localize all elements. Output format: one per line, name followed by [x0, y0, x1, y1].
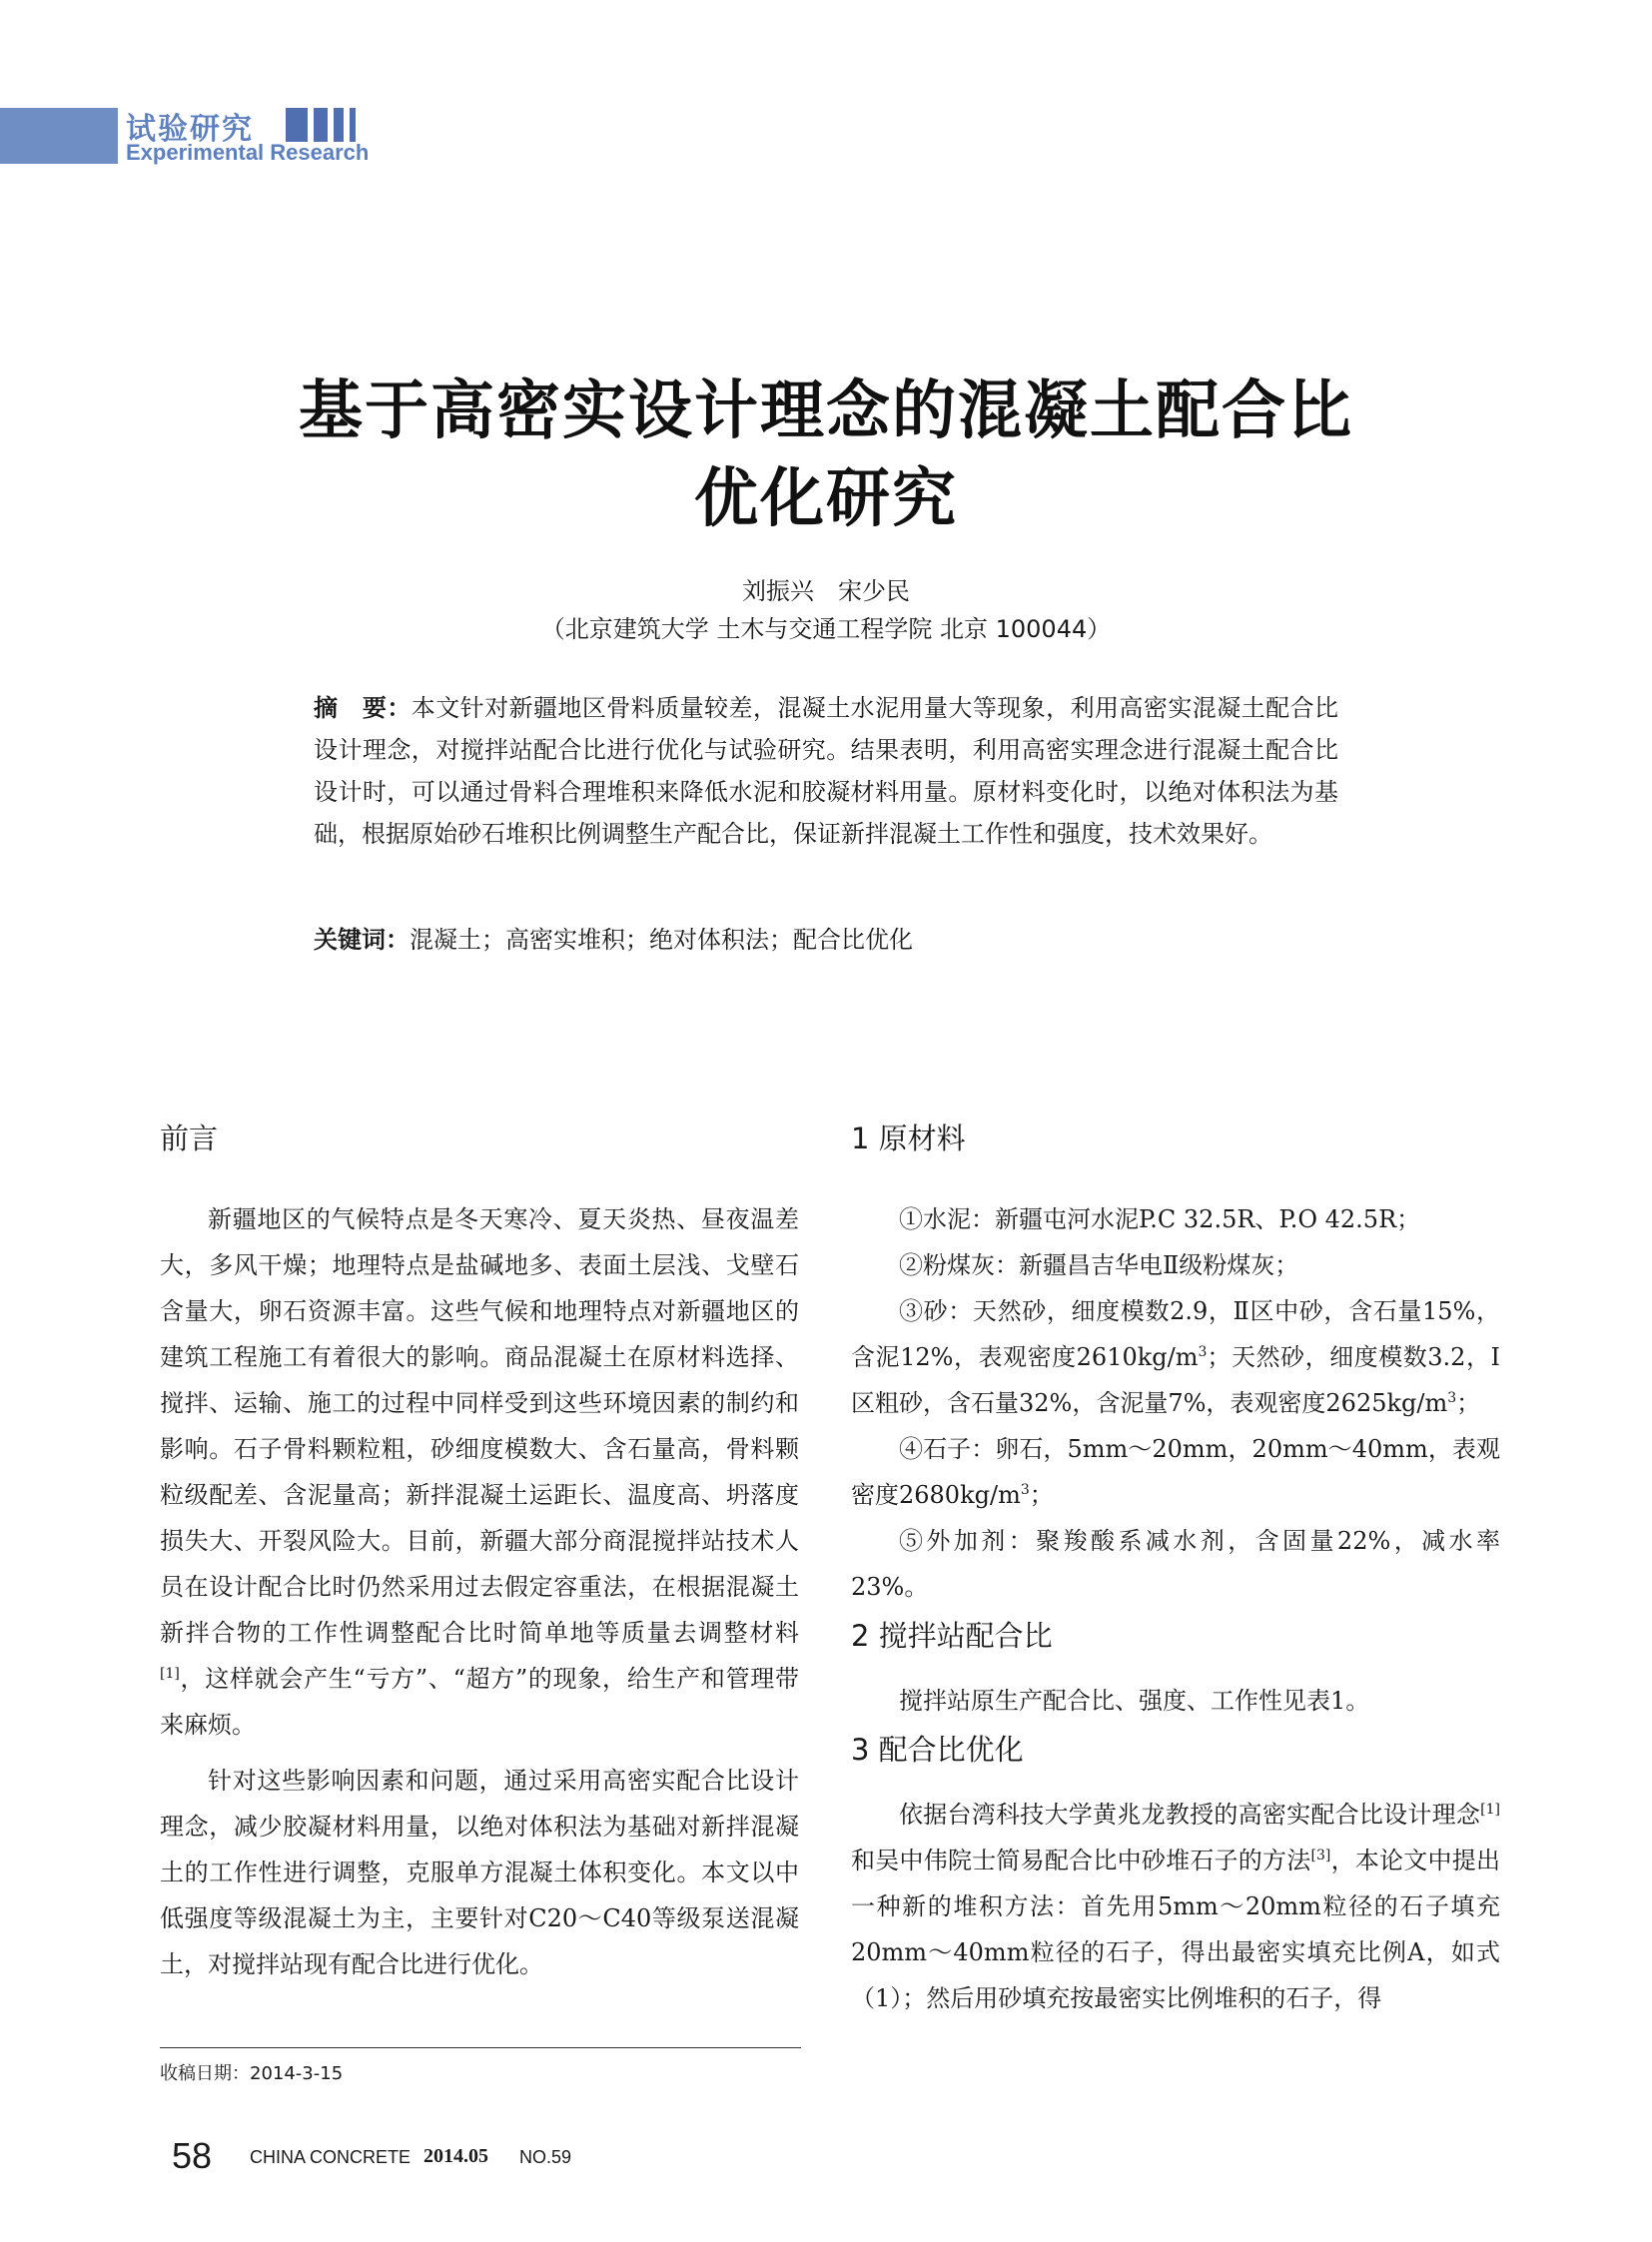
abstract-label: 摘 要：	[314, 694, 412, 722]
material-item-stone: ④石子：卵石，5mm～20mm，20mm～40mm，表观密度$2680kg/m^3$；	[851, 1435, 1500, 1509]
material-item-sand: ③砂：天然砂，细度模数2.9，Ⅱ区中砂，含石量15%，含泥12%，表观密度$2610kg/m^3$；天然砂，细度模数3.2，Ⅰ区粗砂，含石量32%，含泥量7%，表观密度$2625kg/m^3$；	[851, 1297, 1501, 1417]
paragraph: 依据台湾科技大学黄兆龙教授的高密实配合比设计理念[1]和吴中伟院士简易配合比中砂堆石子的方法[3]，本论文中提出一种新的堆积方法：首先用5mm～20mm粒径的石子填充20mm～40mm粒径的石子，得出最密实填充比例A，如式（1）；然后用砂填充按最密实比例堆积的石子，得	[851, 1801, 1501, 2012]
paragraph: 搅拌站原生产配合比、强度、工作性见表1。	[899, 1687, 1370, 1715]
footnote-divider	[160, 2047, 801, 2048]
header-bars-decoration	[286, 108, 356, 142]
citation: [1]	[1480, 1802, 1500, 1818]
material-item-cement: ①水泥：新疆屯河水泥P.C 32.5R、P.O 42.5R；	[899, 1205, 1421, 1233]
authors: 刘振兴 宋少民	[742, 577, 910, 605]
keywords	[314, 919, 1338, 961]
right-column	[851, 1119, 1500, 2021]
article-title-line2: 优化研究	[694, 462, 958, 536]
article-title-line1: 基于高密实设计理念的混凝土配合比	[299, 374, 1353, 448]
abstract-text: 本文针对新疆地区骨料质量较差，混凝土水泥用量大等现象，利用高密实混凝土配合比设计理念，对搅拌站配合比进行优化与试验研究。结果表明，利用高密实理念进行混凝土配合比设计时，可以通过骨料合理堆积来降低水泥和胶凝材料用量。原材料变化时，以绝对体积法为基础，根据原始砂石堆积比例调整生产配合比，保证新拌混凝土工作性和强度，技术效果好。	[314, 694, 1339, 848]
citation: [1]	[160, 1666, 180, 1682]
issue-number: NO.59	[519, 2147, 572, 2167]
affiliation: （北京建筑大学 土木与交通工程学院 北京 100044）	[540, 615, 1112, 643]
section-heading-materials: 1 原材料	[851, 1121, 966, 1155]
received-date: 收稿日期：2014-3-15	[160, 2063, 344, 2084]
keywords-label: 关键词：	[314, 926, 410, 954]
citation: [3]	[1310, 1848, 1331, 1864]
journal-name: CHINA CONCRETE	[250, 2147, 412, 2167]
header-color-band	[0, 108, 118, 164]
keywords-text: 混凝土；高密实堆积；绝对体积法；配合比优化	[410, 926, 913, 954]
paragraph: 针对这些影响因素和问题，通过采用高密实配合比设计理念，减少胶凝材料用量，以绝对体积法为基础对新拌混凝土的工作性进行调整，克服单方混凝土体积变化。本文以中低强度等级混凝土为主，主要针对C20～C40等级泵送混凝土，对搅拌站现有配合比进行优化。	[160, 1767, 799, 1978]
section-heading-mix: 2 搅拌站配合比	[851, 1619, 1053, 1653]
left-column	[160, 1119, 799, 1997]
section-label-cn: 试验研究	[126, 112, 254, 147]
material-item-flyash: ②粉煤灰：新疆昌吉华电Ⅱ级粉煤灰；	[899, 1251, 1299, 1279]
issue-date: 2014.05	[423, 2145, 488, 2167]
section-heading-optimization: 3 配合比优化	[851, 1733, 1024, 1767]
paragraph: 新疆地区的气候特点是冬天寒冷、夏天炎热、昼夜温差大，多风干燥；地理特点是盐碱地多、表面土层浅、戈壁石含量大，卵石资源丰富。这些气候和地理特点对新疆地区的建筑工程施工有着很大的影响。商品混凝土在原材料选择、搅拌、运输、施工的过程中同样受到这些环境因素的制约和影响。石子骨料颗粒粗，砂细度模数大、含石量高，骨料颗粒级配差、含泥量高；新拌混凝土运距长、温度高、坍落度损失大、开裂风险大。目前，新疆大部分商混搅拌站技术人员在设计配合比时仍然采用过去假定容重法，在根据混凝土新拌合物的工作性调整配合比时简单地等质量去调整材料[1]，这样就会产生“亏方”、“超方”的现象，给生产和管理带来麻烦。	[160, 1205, 799, 1739]
section-label-en: Experimental Research	[126, 140, 370, 165]
abstract	[314, 687, 1338, 855]
section-heading-preface: 前言	[160, 1121, 219, 1155]
page-number: 58	[172, 2135, 213, 2176]
material-item-admixture: ⑤外加剂：聚羧酸系减水剂，含固量22%，减水率23%。	[851, 1527, 1500, 1601]
